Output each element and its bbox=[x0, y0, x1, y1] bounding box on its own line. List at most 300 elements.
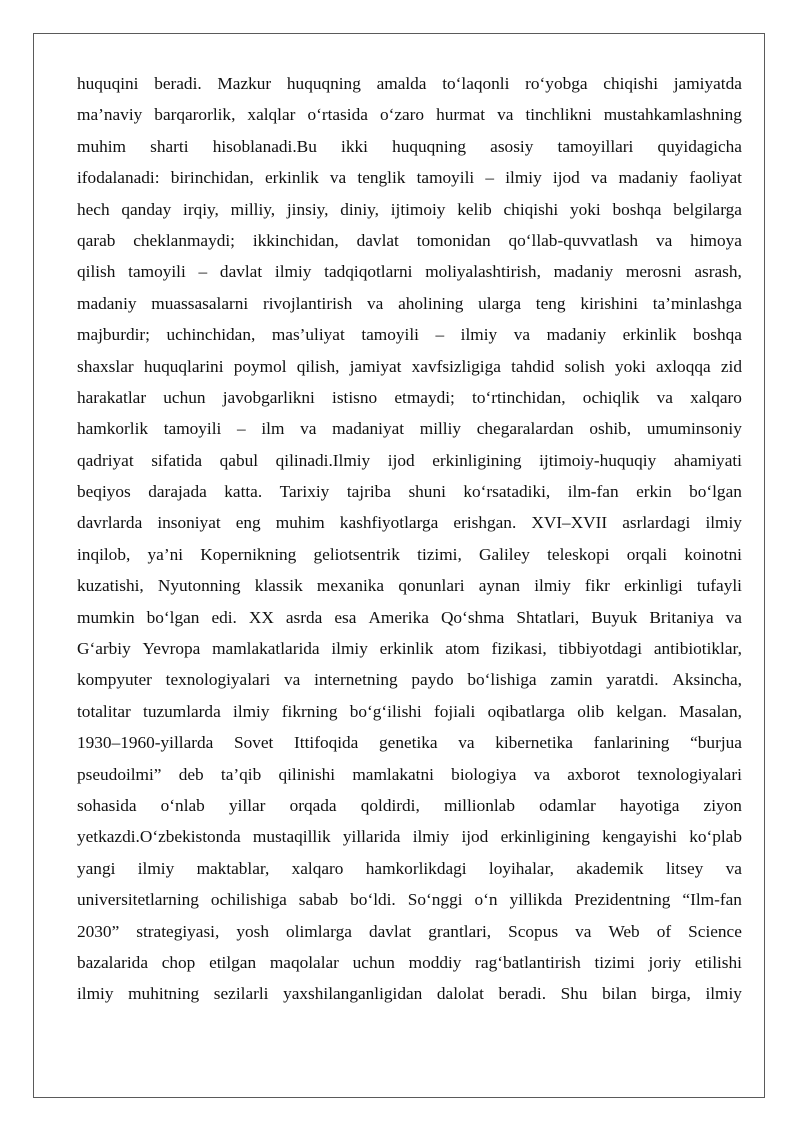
word: Mazkur bbox=[217, 74, 272, 93]
word: orqada bbox=[289, 795, 337, 815]
word: amalda bbox=[376, 74, 427, 93]
word: madaniy bbox=[546, 325, 607, 345]
word: Scopus bbox=[508, 921, 559, 941]
word: loyihalar, bbox=[488, 858, 554, 878]
word: maqolalar bbox=[269, 952, 339, 972]
word: millionlab bbox=[443, 795, 515, 815]
word: deb bbox=[178, 764, 204, 784]
word: mustaqillik bbox=[252, 827, 331, 847]
word: qilinishi bbox=[278, 764, 336, 784]
word: cheklanmaydi; bbox=[133, 230, 235, 250]
word: merosni bbox=[625, 262, 682, 282]
word: Ittifoqida bbox=[294, 733, 359, 753]
word: ilmiy bbox=[705, 984, 742, 1004]
word: ko‘rsatadiki, bbox=[463, 482, 551, 502]
word: ahamiyati bbox=[673, 450, 742, 470]
word: axborot bbox=[567, 764, 621, 784]
word: pseudoilmi” bbox=[77, 764, 162, 784]
word: fanlarining bbox=[593, 733, 670, 753]
word: sifatida bbox=[151, 450, 203, 470]
word: fikr bbox=[584, 576, 610, 596]
word: of bbox=[656, 921, 672, 941]
text-line bbox=[77, 853, 742, 884]
word: chiqishi bbox=[503, 199, 559, 219]
word: teng bbox=[535, 293, 566, 313]
word: ilmiy bbox=[233, 701, 270, 721]
word: o‘zaro bbox=[379, 105, 425, 125]
word: texnologiyalari bbox=[637, 764, 742, 784]
word: o‘rtasida bbox=[307, 105, 368, 125]
word: geliotsentrik bbox=[313, 544, 400, 564]
word: qilish, bbox=[296, 356, 340, 376]
word: madaniy bbox=[77, 293, 137, 313]
word: – bbox=[237, 419, 246, 439]
word: kengayishi bbox=[602, 827, 677, 847]
word: kuzatishi, bbox=[77, 576, 144, 596]
text-line bbox=[77, 664, 742, 695]
word: va bbox=[533, 764, 550, 784]
word: huquqlarini bbox=[143, 356, 224, 376]
word: to‘laqonli bbox=[442, 74, 510, 93]
word: G‘arbiy bbox=[77, 639, 131, 659]
word: esa bbox=[334, 607, 357, 627]
word: qilinadi.Ilmiy bbox=[275, 450, 371, 470]
word: bo‘lgan bbox=[146, 607, 200, 627]
word: totalitar bbox=[77, 701, 131, 721]
text-line bbox=[77, 351, 742, 382]
word: muassasalarni bbox=[151, 293, 249, 313]
word: boshqa bbox=[692, 325, 742, 345]
word: bazalarida bbox=[77, 952, 148, 972]
word: tamoyili bbox=[361, 325, 419, 345]
text-line bbox=[77, 162, 742, 193]
word: tufayli bbox=[696, 576, 742, 596]
word: ijod bbox=[552, 168, 580, 188]
word: beradi. bbox=[498, 984, 547, 1004]
word: chop bbox=[161, 952, 196, 972]
word: ma’naviy bbox=[77, 105, 143, 125]
word: va bbox=[367, 293, 384, 313]
word: paydo bbox=[411, 670, 454, 690]
word: ilmiy bbox=[705, 513, 742, 533]
word: Sovet bbox=[233, 733, 274, 753]
word: akademik bbox=[576, 858, 644, 878]
text-line bbox=[77, 539, 742, 570]
word: qo‘llab-quvvatlash bbox=[508, 230, 639, 250]
word: milliy, bbox=[230, 199, 276, 219]
word: aynan bbox=[478, 576, 521, 596]
word: Aksincha, bbox=[672, 670, 742, 690]
word: tizimi bbox=[594, 952, 635, 972]
text-line bbox=[77, 445, 742, 476]
word: Yevropa bbox=[142, 639, 201, 659]
word: rivojlantirish bbox=[262, 293, 353, 313]
word: istisno bbox=[332, 387, 378, 407]
word: muhitning bbox=[128, 984, 200, 1004]
word: kelib bbox=[457, 199, 492, 219]
word: qilish bbox=[77, 262, 116, 282]
word: yoki bbox=[570, 199, 601, 219]
word: tinchlikni bbox=[525, 105, 592, 125]
word: birinchidan, bbox=[170, 168, 254, 188]
word: yetkazdi.O‘zbekistonda bbox=[77, 827, 241, 847]
word: mamlakatni bbox=[352, 764, 434, 784]
word: tajriba bbox=[346, 482, 391, 502]
text-line bbox=[77, 947, 742, 978]
word: ilmiy bbox=[412, 827, 450, 847]
text-line bbox=[77, 288, 742, 319]
word: ochiqlik bbox=[582, 387, 640, 407]
word: sohasida bbox=[77, 795, 137, 815]
text-line bbox=[77, 413, 742, 444]
word: xalqaro bbox=[690, 387, 742, 407]
word: Kopernikning bbox=[200, 544, 297, 564]
word: va bbox=[725, 858, 742, 878]
word: ilmiy bbox=[534, 576, 571, 596]
text-line bbox=[77, 256, 742, 287]
word: asosiy bbox=[490, 136, 534, 156]
word: kompyuter bbox=[77, 670, 152, 690]
word: jamiyat bbox=[349, 356, 402, 376]
word: tadqiqotlarni bbox=[324, 262, 413, 282]
word: ijtimoiy bbox=[390, 199, 446, 219]
word: kibernetika bbox=[495, 733, 573, 753]
word: uchinchidan, bbox=[166, 325, 256, 345]
text-line bbox=[77, 916, 742, 947]
word: hisoblanadi.Bu bbox=[212, 136, 317, 156]
word: poymol bbox=[233, 356, 287, 376]
word: mexanika bbox=[316, 576, 385, 596]
word: asrash, bbox=[694, 262, 742, 282]
word: fojiali bbox=[434, 701, 476, 721]
word: o‘n bbox=[474, 890, 498, 910]
word: erkinlik bbox=[379, 639, 434, 659]
word: davlat bbox=[368, 921, 412, 941]
text-line bbox=[77, 99, 742, 130]
word: muhim bbox=[275, 513, 325, 533]
word: Shtatlari, bbox=[516, 607, 580, 627]
word: Amerika bbox=[368, 607, 429, 627]
word: ilmiy bbox=[460, 325, 498, 345]
word: milliy bbox=[419, 419, 462, 439]
word: olimlarga bbox=[286, 921, 352, 941]
word: sharti bbox=[150, 136, 189, 156]
word: ifodalanadi: bbox=[77, 168, 160, 188]
word: kashfiyotlarga bbox=[339, 513, 439, 533]
word: Shu bbox=[560, 984, 588, 1004]
body-text bbox=[77, 68, 742, 1010]
word: yillikda bbox=[509, 890, 563, 910]
word: orqali bbox=[626, 544, 668, 564]
text-line bbox=[77, 382, 742, 413]
word: XX bbox=[248, 607, 274, 627]
word: Nyutonning bbox=[157, 576, 241, 596]
word: tuzumlarda bbox=[143, 701, 221, 721]
word: shuni bbox=[408, 482, 446, 502]
word: bilan bbox=[602, 984, 637, 1004]
word: axloqqa bbox=[655, 356, 711, 376]
word: ularga bbox=[478, 293, 522, 313]
word: Buyuk bbox=[591, 607, 638, 627]
word: birga, bbox=[651, 984, 691, 1004]
word: solish bbox=[564, 356, 605, 376]
word: ikkinchidan, bbox=[252, 230, 339, 250]
word: ilmiy bbox=[77, 984, 114, 1004]
word: boshqa bbox=[612, 199, 662, 219]
word: oshib, bbox=[589, 419, 632, 439]
word: So‘nggi bbox=[407, 890, 463, 910]
word: faoliyat bbox=[689, 168, 742, 188]
text-line bbox=[77, 759, 742, 790]
text-line bbox=[77, 319, 742, 350]
word: tamoyili bbox=[128, 262, 186, 282]
word: xalqaro bbox=[291, 858, 344, 878]
text-line bbox=[77, 194, 742, 225]
word: va bbox=[497, 105, 514, 125]
word: ikki bbox=[341, 136, 368, 156]
word: asrlardagi bbox=[622, 513, 691, 533]
word: ijod bbox=[461, 827, 489, 847]
word: ya’ni bbox=[147, 544, 184, 564]
word: antibiotiklar, bbox=[653, 639, 742, 659]
word: va bbox=[575, 921, 592, 941]
word: Britaniya bbox=[649, 607, 714, 627]
word: uchun bbox=[163, 387, 206, 407]
word: va bbox=[725, 607, 742, 627]
word: ilmiy bbox=[274, 262, 312, 282]
word: Qo‘shma bbox=[440, 607, 505, 627]
word: grantlari, bbox=[428, 921, 492, 941]
text-line bbox=[77, 633, 742, 664]
word: tizimi, bbox=[417, 544, 462, 564]
word: ta’qib bbox=[220, 764, 262, 784]
word: madaniy bbox=[618, 168, 678, 188]
word: fizikasi, bbox=[491, 639, 547, 659]
word: Web bbox=[608, 921, 640, 941]
word: ta’minlashga bbox=[652, 293, 742, 313]
word: bo‘ldi. bbox=[350, 890, 396, 910]
word: Prezidentning bbox=[574, 890, 671, 910]
word: eng bbox=[235, 513, 261, 533]
word: tibbiyotdagi bbox=[558, 639, 643, 659]
word: chegaralardan bbox=[476, 419, 574, 439]
word: kelgan. bbox=[616, 701, 667, 721]
word: himoya bbox=[690, 230, 742, 250]
word: qonunlari bbox=[398, 576, 465, 596]
word: tamoyillari bbox=[557, 136, 634, 156]
word: diniy, bbox=[340, 199, 379, 219]
word: edi. bbox=[211, 607, 237, 627]
word: tenglik bbox=[357, 168, 406, 188]
word: javobgarlikni bbox=[222, 387, 315, 407]
word: ijtimoiy-huquqiy bbox=[539, 450, 657, 470]
word: va bbox=[329, 168, 347, 188]
word: maktablar, bbox=[196, 858, 270, 878]
word: yosh bbox=[236, 921, 269, 941]
word: Masalan, bbox=[679, 701, 742, 721]
word: qanday bbox=[121, 199, 172, 219]
word: to‘rtinchidan, bbox=[472, 387, 566, 407]
text-line bbox=[77, 507, 742, 538]
word: va bbox=[513, 325, 531, 345]
word: texnologiyalari bbox=[165, 670, 271, 690]
word: bo‘g‘ilishi bbox=[349, 701, 422, 721]
word: davlat bbox=[356, 230, 399, 250]
word: fikrning bbox=[281, 701, 338, 721]
word: quyidagicha bbox=[657, 136, 742, 156]
word: sabab bbox=[298, 890, 339, 910]
word: davlat bbox=[219, 262, 263, 282]
text-line bbox=[77, 884, 742, 915]
word: odamlar bbox=[539, 795, 596, 815]
word: oqibatlarga bbox=[487, 701, 565, 721]
text-line bbox=[77, 476, 742, 507]
word: erkinligi bbox=[624, 576, 683, 596]
word: beqiyos bbox=[77, 482, 131, 502]
word: inqilob, bbox=[77, 544, 131, 564]
word: majburdir; bbox=[77, 325, 150, 345]
text-line bbox=[77, 570, 742, 601]
word: va bbox=[656, 387, 673, 407]
word: ilmiy bbox=[137, 858, 175, 878]
word: zamin bbox=[550, 670, 593, 690]
word: moliyalashtirish, bbox=[425, 262, 541, 282]
word: qabul bbox=[219, 450, 259, 470]
word: xalqlar bbox=[247, 105, 296, 125]
word: sezilarli bbox=[213, 984, 269, 1004]
word: ko‘plab bbox=[689, 827, 742, 847]
word: madaniyat bbox=[332, 419, 405, 439]
word: – bbox=[198, 262, 208, 282]
word: mumkin bbox=[77, 607, 135, 627]
word: ilmiy bbox=[505, 168, 542, 188]
text-line bbox=[77, 602, 742, 633]
word: tahdid bbox=[511, 356, 555, 376]
word: mamlakatlarida bbox=[212, 639, 320, 659]
text-line bbox=[77, 727, 742, 758]
word: 1930–1960-yillarda bbox=[77, 733, 214, 753]
word: beradi. bbox=[154, 74, 202, 93]
word: shaxslar bbox=[77, 356, 134, 376]
word: uchun bbox=[352, 952, 395, 972]
word: klassik bbox=[254, 576, 303, 596]
word: hamkorlikdagi bbox=[365, 858, 467, 878]
word: tamoyili bbox=[416, 168, 475, 188]
word: va bbox=[590, 168, 608, 188]
word: hamkorlik bbox=[77, 419, 149, 439]
word: litsey bbox=[665, 858, 704, 878]
word: barqarorlik, bbox=[154, 105, 236, 125]
word: darajada bbox=[148, 482, 207, 502]
word: XVI–XVII bbox=[531, 513, 608, 533]
word: ro‘yobga bbox=[525, 74, 588, 93]
word: universitetlarning bbox=[77, 890, 199, 910]
word: huquqning bbox=[286, 74, 361, 93]
text-line bbox=[77, 790, 742, 821]
word: etilgan bbox=[209, 952, 257, 972]
word: joriy bbox=[648, 952, 682, 972]
word: etilishi bbox=[694, 952, 742, 972]
word: hurmat bbox=[436, 105, 486, 125]
word: ziyon bbox=[703, 795, 742, 815]
word: davrlarda bbox=[77, 513, 143, 533]
word: asrda bbox=[285, 607, 323, 627]
word: zid bbox=[720, 356, 742, 376]
word: ilmiy bbox=[331, 639, 368, 659]
text-line bbox=[77, 225, 742, 256]
word: erkinligining bbox=[432, 450, 522, 470]
word: yoki bbox=[615, 356, 646, 376]
word: yillar bbox=[228, 795, 266, 815]
word: atom bbox=[445, 639, 480, 659]
word: mas’uliyat bbox=[271, 325, 345, 345]
text-line bbox=[77, 978, 742, 1009]
word: erkinlik bbox=[622, 325, 677, 345]
word: “Ilm-fan bbox=[682, 890, 742, 910]
word: mustahkamlashning bbox=[603, 105, 742, 125]
word: o‘nlab bbox=[160, 795, 205, 815]
word: tamoyili bbox=[163, 419, 222, 439]
word: yaratdi. bbox=[606, 670, 659, 690]
word: huquqini bbox=[77, 74, 139, 93]
word: jamiyatda bbox=[673, 74, 742, 93]
word: yangi bbox=[77, 858, 116, 878]
word: va bbox=[284, 670, 301, 690]
word: xavfsizligiga bbox=[411, 356, 501, 376]
word: va bbox=[655, 230, 673, 250]
word: Tarixiy bbox=[279, 482, 330, 502]
word: erishgan. bbox=[453, 513, 517, 533]
word: moddiy bbox=[408, 952, 462, 972]
word: jinsiy, bbox=[286, 199, 329, 219]
word: hech bbox=[77, 199, 110, 219]
word: teleskopi bbox=[547, 544, 610, 564]
text-line bbox=[77, 68, 742, 99]
word: hayotiga bbox=[619, 795, 680, 815]
word: qarab bbox=[77, 230, 116, 250]
word: ochilishiga bbox=[210, 890, 287, 910]
word: huquqning bbox=[392, 136, 466, 156]
word: erkinligining bbox=[500, 827, 590, 847]
word: insoniyat bbox=[157, 513, 221, 533]
word: Galiley bbox=[479, 544, 530, 564]
word: madaniy bbox=[553, 262, 614, 282]
word: erkinlik bbox=[264, 168, 319, 188]
word: dalolat bbox=[436, 984, 484, 1004]
word: ilm-fan bbox=[567, 482, 619, 502]
word: etmaydi; bbox=[394, 387, 455, 407]
word: yaxshilanganligidan bbox=[283, 984, 423, 1004]
word: katta. bbox=[224, 482, 263, 502]
word: qoldirdi, bbox=[360, 795, 420, 815]
text-line bbox=[77, 131, 742, 162]
word: strategiyasi, bbox=[136, 921, 220, 941]
word: bo‘lishiga bbox=[467, 670, 537, 690]
word: 2030” bbox=[77, 921, 120, 941]
word: olib bbox=[577, 701, 605, 721]
word: tomonidan bbox=[416, 230, 491, 250]
word: ijod bbox=[387, 450, 415, 470]
word: va bbox=[300, 419, 317, 439]
word: harakatlar bbox=[77, 387, 147, 407]
text-line bbox=[77, 696, 742, 727]
word: bo‘lgan bbox=[689, 482, 742, 502]
word: muhim bbox=[77, 136, 126, 156]
word: va bbox=[458, 733, 475, 753]
word: kirishini bbox=[580, 293, 638, 313]
text-line bbox=[77, 821, 742, 852]
word: yillarida bbox=[342, 827, 401, 847]
